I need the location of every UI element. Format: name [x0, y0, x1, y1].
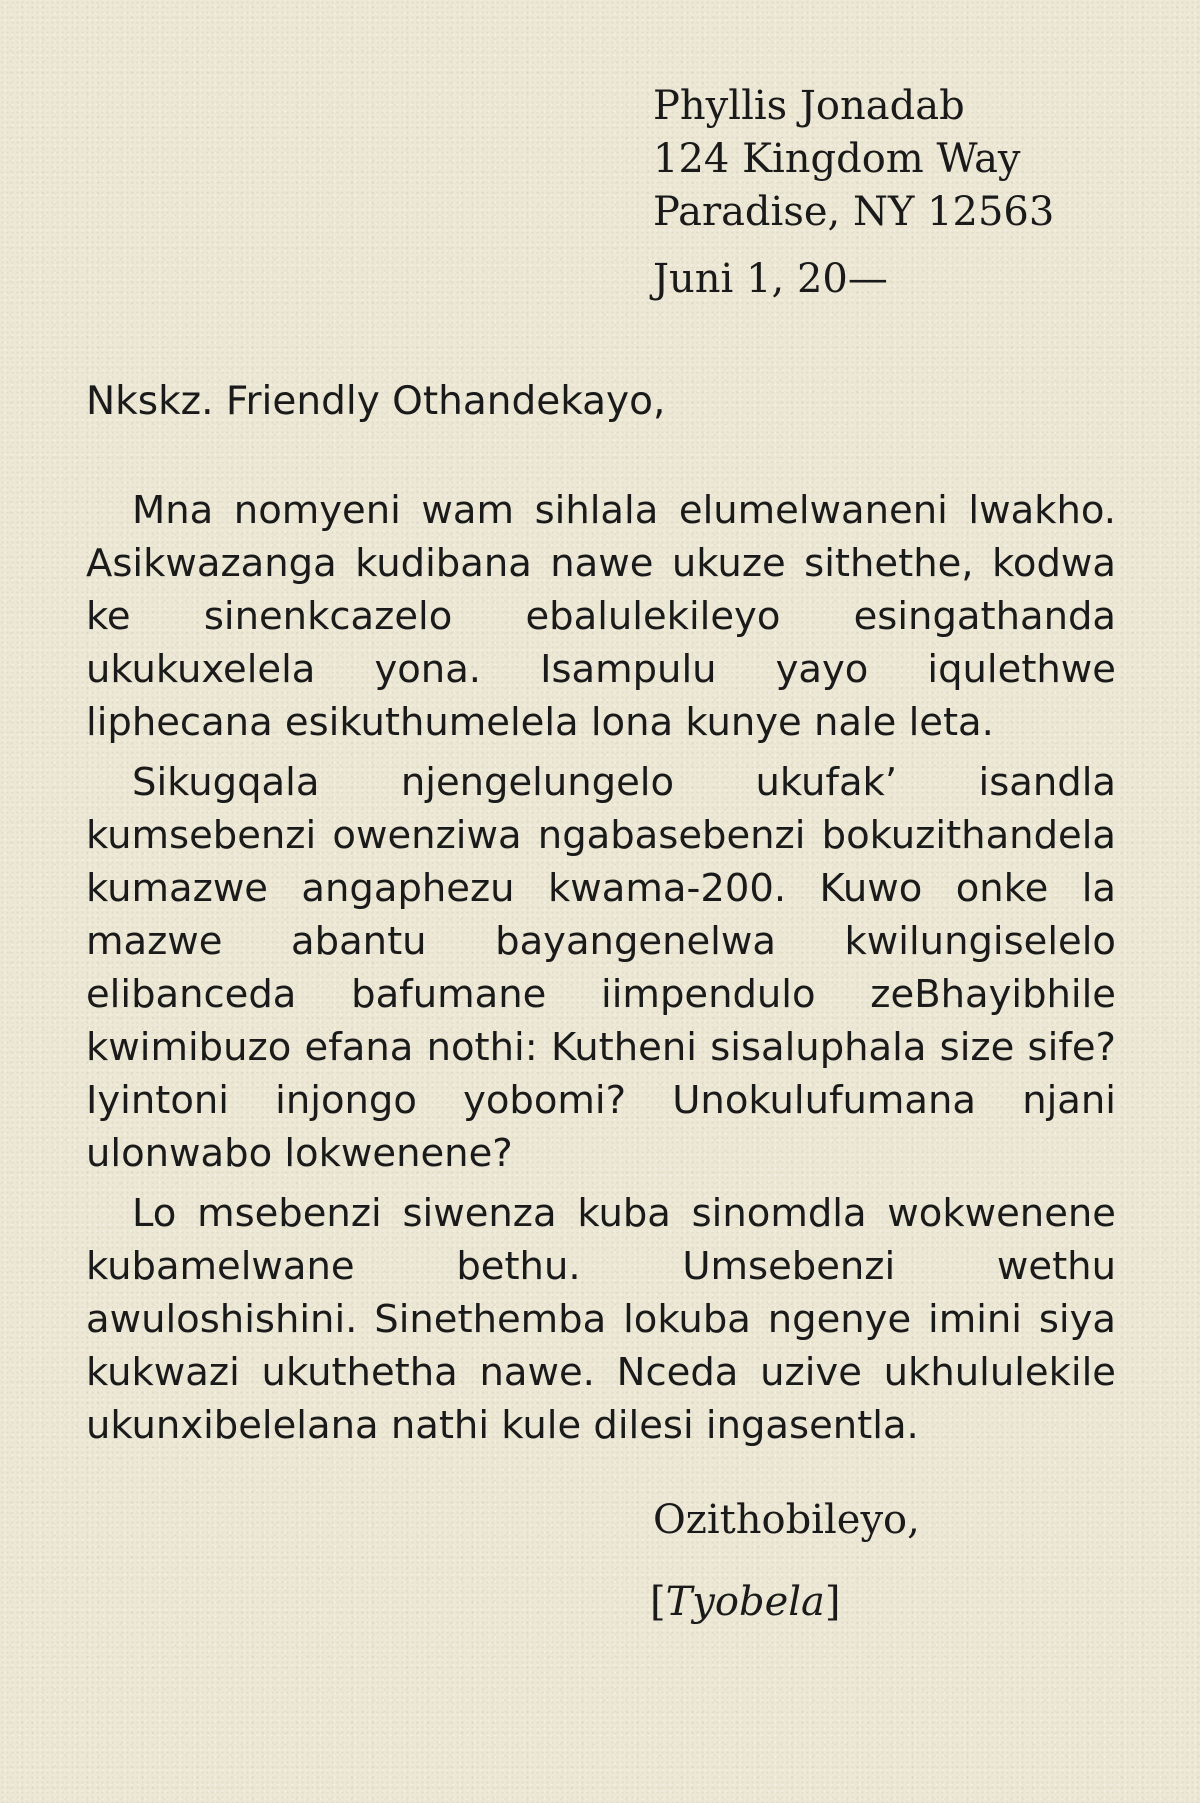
sender-name: Phyllis Jonadab: [653, 83, 965, 129]
body-paragraph-2: Sikugqala njengelungelo ukufak’ isandla kumsebenzi owenziwa ngabasebenzi bokuzithandela kumazwe angaphezu kwama-200. Kuwo onke la mazwe abantu bayangenelwa kwilungiselelo elibanceda bafumane iimpendulo zeBhayibhile kwimibuzo efana nothi: Kutheni sisaluphala size sife? Iyintoni injongo yobomi? Unokulufumana njani ulonwabo lokwenene?: [86, 760, 1116, 1176]
body-paragraph-1: Mna nomyeni wam sihlala elumelwaneni lwakho. Asikwazanga kudibana nawe ukuze sithethe, kodwa ke sinenkcazelo ebalulekileyo esingathanda ukukuxelela yona. Isampulu yayo iqulethwe liphecana esikuthumelela lona kunye nale leta.: [86, 488, 1116, 745]
signature: [650, 1576, 841, 1629]
sender-address: [653, 80, 1054, 239]
signature-name: Tyobela: [665, 1579, 825, 1625]
sender-city: Paradise, NY 12563: [653, 189, 1055, 235]
body-paragraph-3: Lo msebenzi siwenza kuba sinomdla wokwenene kubamelwane bethu. Umsebenzi wethu awuloshishini. Sinethemba lokuba ngenye imini siya kukwazi ukuthetha nawe. Nceda uzive ukhululekile ukunxibelelana nathi kule dilesi ingasentla.: [86, 1191, 1116, 1448]
salutation: Nkskz. Friendly Othandekayo,: [86, 379, 666, 424]
signature-bracket-open: [: [650, 1579, 666, 1625]
sender-street: 124 Kingdom Way: [653, 136, 1021, 182]
letter-date: Juni 1, 20—: [653, 256, 888, 302]
letter-body: [86, 484, 1116, 1459]
signature-bracket-close: ]: [824, 1579, 841, 1625]
closing: Ozithobileyo,: [653, 1497, 920, 1543]
